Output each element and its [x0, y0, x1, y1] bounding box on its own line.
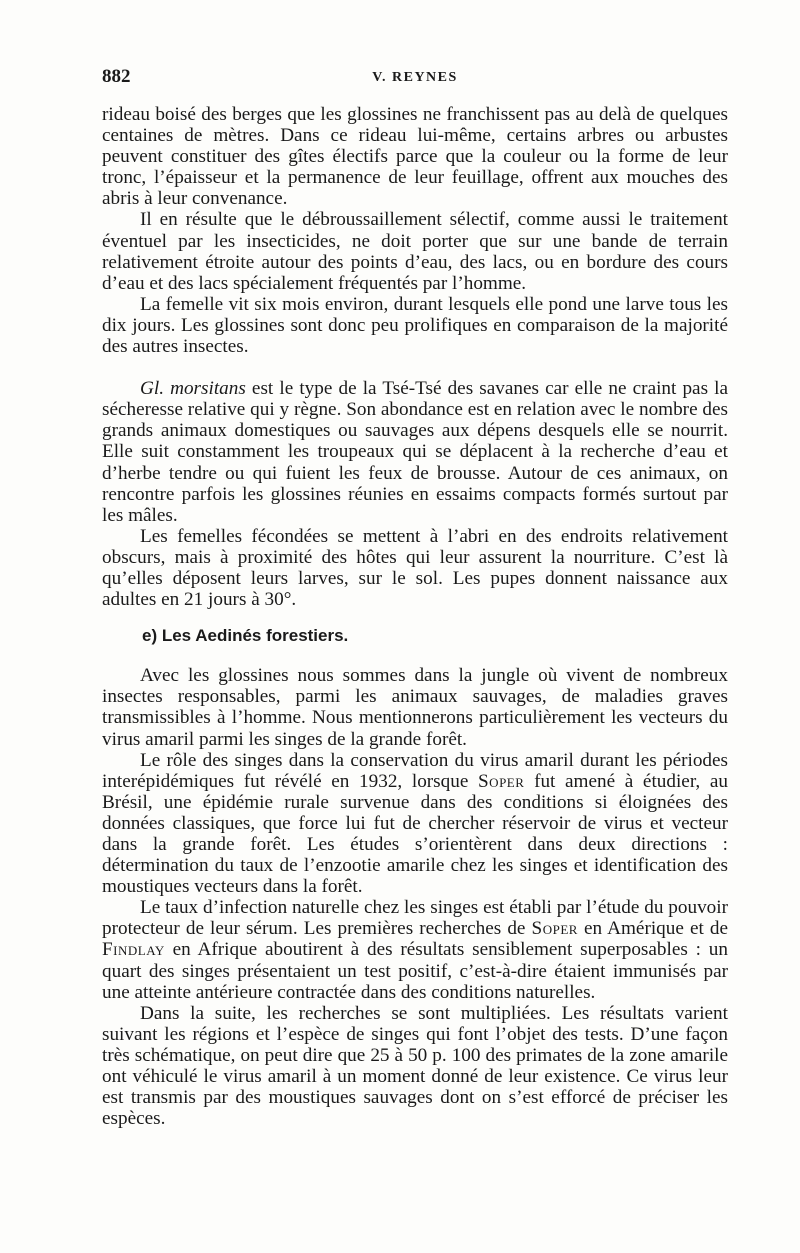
page-number: 882 — [102, 66, 131, 87]
paragraph: Avec les glossines nous sommes dans la jungle où vivent de nombreux insectes responsables, parmi les animaux sauvages, de maladies graves transmissibles à l’homme. Nous mentionnerons particulièrement les vecteurs du virus amaril parmi les singes de la grande forêt. — [102, 665, 728, 750]
paragraph-text: Le taux d’infection naturelle chez les singes est établi par l’étude du pouvoir protecteur de leur sérum. Les premières recherches de — [102, 897, 728, 940]
paragraph: La femelle vit six mois environ, durant lesquels elle pond une larve tous les dix jours. Les glossines sont donc peu prolifiques en comparaison de la majorité des autres insectes. — [102, 293, 728, 358]
author-name: Soper — [531, 918, 578, 940]
paragraph-infection-rate — [102, 897, 728, 1002]
paragraph-text: fut amené à étudier, au Brésil, une épidémie rurale survenue dans des conditions si éloignées des données classiques, que force lui fut de chercher réservoir de virus et vecteur dans la grande forêt. Les études s’orientèrent dans deux directions : détermination du taux de l’enzootie amarile chez les singes et identification des moustiques vecteurs dans la forêt. — [102, 770, 728, 898]
section-heading: e) Les Aedinés forestiers. — [142, 626, 349, 646]
paragraph-morsitans — [102, 378, 728, 526]
running-head-author: V. REYNES — [372, 70, 458, 85]
paragraph-text: Le rôle des singes dans la conservation du virus amaril durant les périodes interépidémiques fut révélé en 1932, lorsque — [102, 749, 728, 792]
paragraph-text: en Amérique et de — [577, 918, 728, 940]
paragraph-text: en Afrique aboutirent à des résultats sensiblement superposables : un quart des singes présentaient un test positif, c’est-à-dire étaient immunisés par une atteinte antérieure contractée dans des conditions naturelles. — [102, 939, 728, 1003]
paragraph: Il en résulte que le débroussaillement sélectif, comme aussi le traitement éventuel par les insecticides, ne doit porter que sur une bande de terrain relativement étroite autour des points d’eau, des lacs, ou en bordure des cours d’eau et des lacs spécialement fréquentés par l’homme. — [102, 209, 728, 294]
author-name: Findlay — [102, 939, 165, 961]
author-name: Soper — [478, 770, 525, 792]
paragraph-continuation: rideau boisé des berges que les glossines ne franchissent pas au delà de quelques centaines de mètres. Dans ce rideau lui-même, certains arbres ou arbustes peuvent constituer des gîtes électifs parce que la couleur ou la forme de leur tronc, l’épaisseur et la permanence de leur feuillage, offrent aux mouches des abris à leur convenance. — [102, 104, 728, 210]
paragraph-soper — [102, 750, 728, 898]
body-text — [102, 104, 728, 1129]
paragraph: Les femelles fécondées se mettent à l’abri en des endroits relativement obscurs, mais à proximité des hôtes qui leur assurent la nourriture. C’est là qu’elles déposent leurs larves, sur le sol. Les pupes donnent naissance aux adultes en 21 jours à 30°. — [102, 525, 728, 611]
paragraph: Dans la suite, les recherches se sont multipliées. Les résultats varient suivant les régions et l’espèce de singes qui font l’objet des tests. D’une façon très schématique, on peut dire que 25 à 50 p. 100 des primates de la zone amarile ont véhiculé le virus amaril à un moment donné de leur existence. Ce virus leur est transmis par des moustiques sauvages dont on s’est efforcé de préciser les espèces. — [102, 1002, 728, 1130]
page-header — [102, 66, 728, 94]
species-name: Gl. morsitans — [140, 378, 246, 400]
paragraph-text: est le type de la Tsé-Tsé des savanes car elle ne craint pas la sécheresse relative qui y règne. Son abondance est en relation avec le nombre des grands animaux domestiques ou sauvages aux dépens desquels elle se nourrit. Elle suit constamment les troupeaux qui se déplacent à la recherche d’eau et d’herbe tendre ou qui fuient les feux de brousse. Autour de ces animaux, on rencontre parfois les glossines réunies en essaims compacts formés surtout par les mâles. — [102, 378, 729, 526]
